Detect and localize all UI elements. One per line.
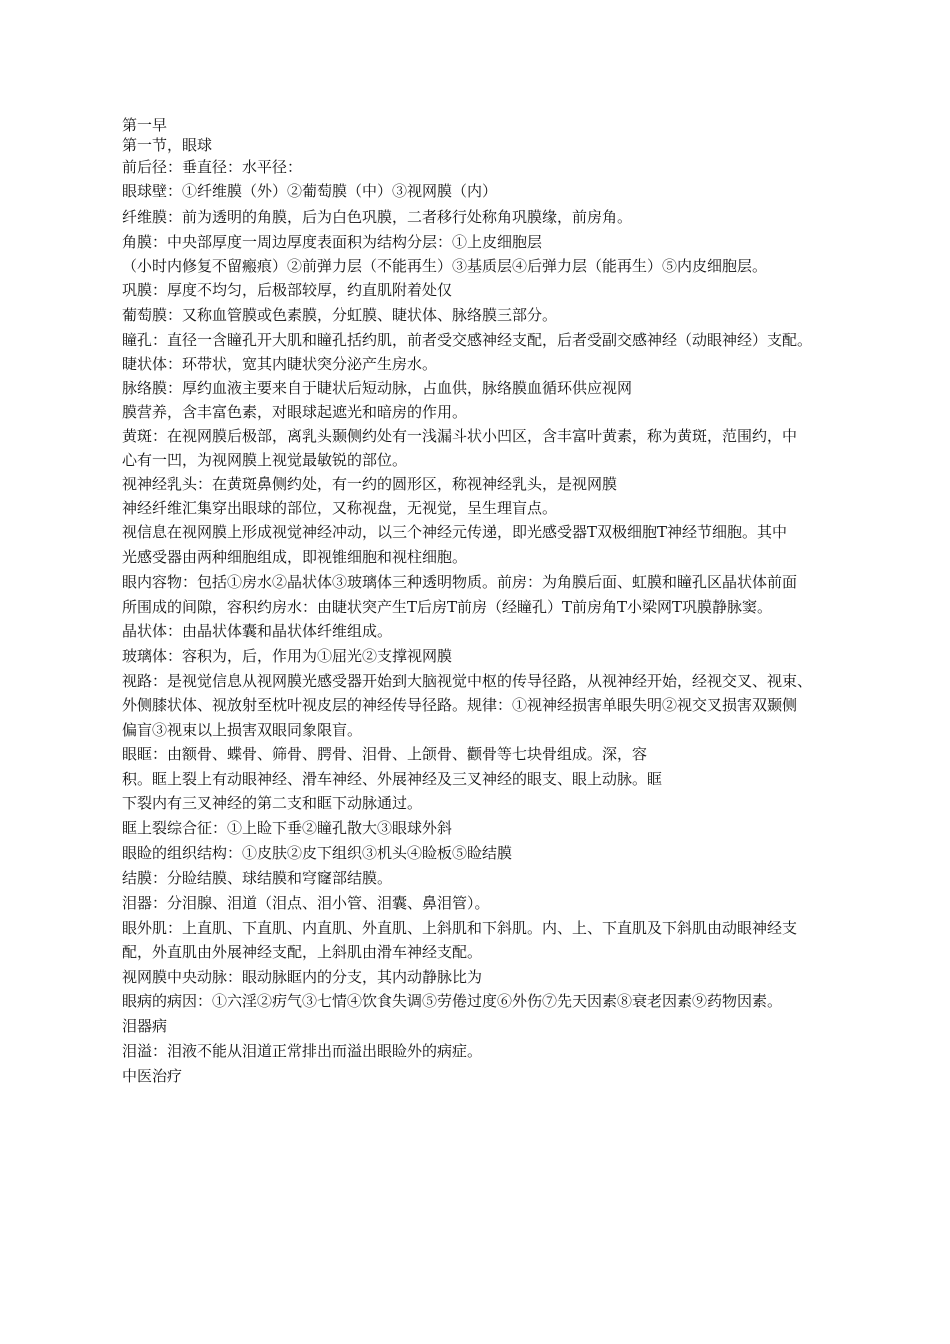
text-line: 睫状体：环带状，宽其内睫状突分泌产生房水。 [122,355,438,373]
text-line: 所围成的间隙，容积约房水：由睫状突产生T后房T前房（经瞳孔）T前房角T小梁网T巩膜静脉窦。 [122,598,773,616]
text-line: 视信息在视网膜上形成视觉神经冲动，以三个神经元传递，即光感受器T双极细胞T神经节细胞。其中 [122,523,788,541]
text-line: 泪器：分泪腺、泪道（泪点、泪小管、泪囊、鼻泪管）。 [122,894,490,912]
text-line: 眼睑的组织结构：①皮肤②皮下组织③机头④睑板⑤睑结膜 [122,844,513,862]
text-line: 黄斑：在视网膜后极部，离乳头颞侧约处有一浅漏斗状小凹区，含丰富叶黄素，称为黄斑，范围约，中 [122,427,798,445]
text-line: 前后径：垂直径：水平径： [122,158,303,176]
text-line: 偏盲③视束以上损害双眼同象限盲。 [122,721,363,739]
text-line: 下裂内有三叉神经的第二支和眶下动脉通过。 [122,794,423,812]
subheading: 中医治疗 [122,1067,183,1085]
text-line: 葡萄膜：又称血管膜或色素膜，分虹膜、睫状体、脉络膜三部分。 [122,306,558,324]
text-line: 玻璃体：容积为，后，作用为①屈光②支撑视网膜 [122,647,453,665]
text-line: 脉络膜：厚约血液主要来自于睫状后短动脉，占血供，脉络膜血循环供应视网 [122,379,633,397]
text-line: 结膜：分睑结膜、球结膜和穹窿部结膜。 [122,869,393,887]
text-line: 纤维膜：前为透明的角膜，后为白色巩膜，二者移行处称角巩膜缘，前房角。 [122,208,633,226]
text-line: 外侧膝状体、视放射至枕叶视皮层的神经传导径路。规律：①视神经损害单眼失明②视交叉损害双颞侧 [122,696,798,714]
text-line: 视网膜中央动脉：眼动脉眶内的分支，其内动静脉比为 [122,968,483,986]
text-line: 角膜：中央部厚度一周边厚度表面积为结构分层：①上皮细胞层 [122,233,543,251]
text-line: 眼内容物：包括①房水②晶状体③玻璃体三种透明物质。前房：为角膜后面、虹膜和瞳孔区晶状体前面 [122,573,798,591]
text-line: 巩膜：厚度不均匀，后极部较厚，约直肌附着处仅 [122,281,453,299]
subheading: 泪器病 [122,1017,168,1035]
chapter-heading: 第一早 [122,116,168,134]
text-line: 眶上裂综合征：①上睑下垂②瞳孔散大③眼球外斜 [122,819,453,837]
text-line: 瞳孔：直径一含瞳孔开大肌和瞳孔括约肌，前者受交感神经支配，后者受副交感神经（动眼神经）支配。 [122,331,813,349]
text-line: 晶状体：由晶状体囊和晶状体纤维组成。 [122,622,393,640]
text-line: 积。眶上裂上有动眼神经、滑车神经、外展神经及三叉神经的眼支、眼上动脉。眶 [122,770,663,788]
text-line: 配，外直肌由外展神经支配，上斜肌由滑车神经支配。 [122,943,483,961]
document-page [122,116,912,1089]
text-line: 膜营养，含丰富色素，对眼球起遮光和暗房的作用。 [122,403,468,421]
text-line: 眼眶：由额骨、蝶骨、筛骨、腭骨、泪骨、上颌骨、颧骨等七块骨组成。深，容 [122,745,648,763]
text-line: 神经纤维汇集穿出眼球的部位，又称视盘，无视觉，呈生理盲点。 [122,499,558,517]
text-line: 眼外肌：上直肌、下直肌、内直肌、外直肌、上斜肌和下斜肌。内、上、下直肌及下斜肌由动眼神经支 [122,919,798,937]
section-heading: 第一节，眼球 [122,136,213,154]
text-line: 心有一凹，为视网膜上视觉最敏锐的部位。 [122,451,408,469]
text-line: （小时内修复不留瘢痕）②前弹力层（不能再生）③基质层④后弹力层（能再生）⑤内皮细胞层。 [122,257,768,275]
text-line: 眼病的病因：①六淫②疠气③七情④饮食失调⑤劳倦过度⑥外伤⑦先天因素⑧衰老因素⑨药物因素。 [122,992,783,1010]
text-line: 泪溢：泪液不能从泪道正常排出而溢出眼睑外的病症。 [122,1042,483,1060]
text-line: 眼球壁：①纤维膜（外）②葡萄膜（中）③视网膜（内） [122,182,498,200]
text-line: 视路：是视觉信息从视网膜光感受器开始到大脑视觉中枢的传导径路，从视神经开始，经视交叉、视束、 [122,672,813,690]
text-line: 视神经乳头：在黄斑鼻侧约处，有一约的圆形区，称视神经乳头，是视网膜 [122,475,618,493]
text-line: 光感受器由两种细胞组成，即视锥细胞和视柱细胞。 [122,548,468,566]
